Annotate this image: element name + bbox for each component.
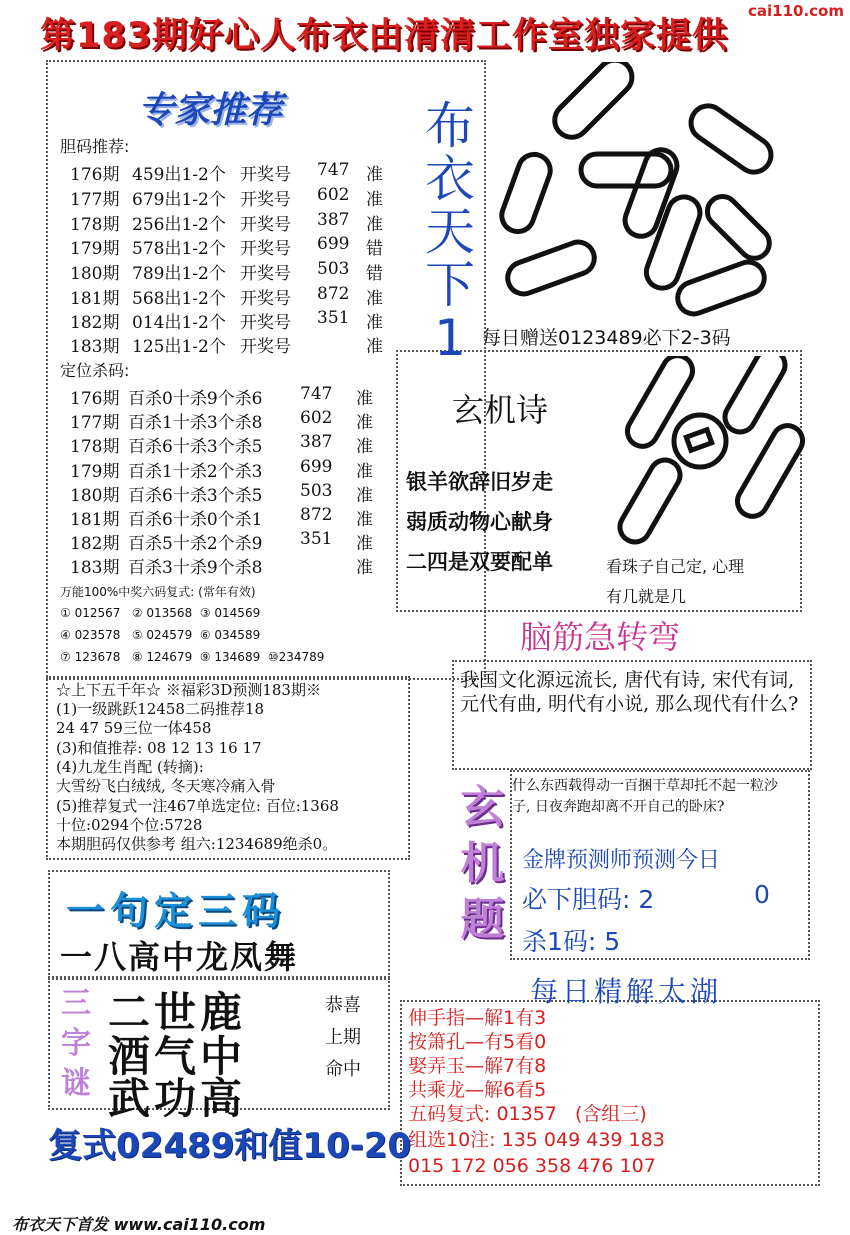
- forecast-line: 十位:0294个位:5728: [56, 816, 203, 834]
- expert-title: 专家推荐: [138, 90, 283, 131]
- coin-bead-icon: [600, 356, 805, 551]
- forecast-line: 大雪纷飞白绒绒, 冬天寒冷痛入骨: [56, 777, 276, 795]
- yiju-title: 一句定三码: [66, 889, 287, 933]
- congrats-note: 恭喜 上期 命中: [325, 995, 361, 1080]
- poem-line: 弱质动物心献身: [406, 510, 553, 534]
- forecast-line: (4)九龙生肖配 (转摘):: [56, 758, 204, 776]
- gold-predictor-title: 金牌预测师预测今日: [522, 848, 721, 873]
- daily-line: 娶弄玉—解7有8: [408, 1055, 547, 1077]
- site-link[interactable]: cai110.com: [748, 2, 844, 20]
- daily-line: 015 172 056 358 476 107: [408, 1155, 656, 1177]
- bead-figure-icon: [486, 62, 796, 322]
- footer-site-text: 布衣天下首发 www.cai110.com: [12, 1215, 266, 1234]
- must-dan-code: 必下胆码: 2 0: [522, 880, 770, 914]
- forecast-line: (3)和值推荐: 08 12 13 16 17: [56, 739, 262, 757]
- riddle-big-line: 武功高: [108, 1074, 247, 1123]
- daily-line: 伸手指—解1有3: [408, 1007, 547, 1029]
- sanzi-vertical-title: 三 字 谜: [61, 986, 91, 1101]
- daily-line: 五码复式: 01357 (含组三): [408, 1103, 647, 1125]
- page-title: 第183期好心人布衣由清清工作室独家提供: [40, 16, 729, 56]
- forecast-line: (5)推荐复式一注467单选定位: 百位:1368: [56, 797, 339, 815]
- daily-taihu-title: 每日精解太湖: [530, 975, 723, 1008]
- forecast-line: ☆上下五千年☆ ※福彩3D预测183期※: [56, 681, 321, 699]
- kill-label: 定位杀码:: [60, 361, 130, 380]
- daily-gift: 每日赠送0123489必下2-3码: [482, 327, 731, 349]
- poem-line: 银羊欲辞旧岁走: [406, 470, 553, 494]
- poem-line: 二四是双要配单: [406, 550, 553, 574]
- riddle-big-line: 酒气中: [108, 1032, 247, 1081]
- combo-title: 万能100%中奖六码复式: (常年有效): [60, 585, 256, 599]
- naojin-riddle: 我国文化源远流长, 唐代有诗, 宋代有词, 元代有曲, 明代有小说, 那么现代有什么?: [460, 669, 799, 715]
- naojin-title: 脑筋急转弯: [520, 618, 681, 656]
- combo-row: ④ 023578 ⑤ 024579 ⑥ 034589: [60, 628, 261, 642]
- daily-line: 按箫孔—有5看0: [408, 1031, 547, 1053]
- combo-row: ⑦ 123678 ⑧ 124679 ⑨ 134689 ⑩234789: [60, 650, 325, 664]
- forecast-line: 24 47 59三位一体458: [56, 719, 212, 737]
- dan-label: 胆码推荐:: [60, 137, 130, 156]
- xuanji-vertical-title: 玄 机 题: [460, 782, 505, 945]
- poem-title: 玄机诗: [452, 391, 549, 429]
- bead-note: 看珠子自己定, 心理 有几就是几: [606, 557, 745, 606]
- forecast-line: (1)一级跳跃12458二码推荐18: [56, 700, 265, 718]
- xuanji-riddle: 什么东西载得动一百捆干草却托不起一粒沙子, 日夜奔跑却离不开自己的卧床?: [512, 778, 778, 815]
- riddle-big-line: 二世鹿: [108, 988, 247, 1037]
- combo-row: ① 012567 ② 013568 ③ 014569: [60, 606, 261, 620]
- yiju-text: 一八高中龙凤舞: [60, 938, 299, 976]
- forecast-line: 本期胆码仅供参考 组六:1234689绝杀0。: [56, 835, 338, 853]
- daily-line: 共乘龙—解6看5: [408, 1079, 547, 1101]
- fushi-sum-value: 复式02489和值10-20: [48, 1126, 412, 1166]
- kill-one-code: 杀1码: 5: [522, 927, 621, 956]
- daily-line: 组选10注: 135 049 439 183: [408, 1129, 665, 1151]
- buyi-vertical-title: 布 衣 天 下 1: [425, 97, 475, 367]
